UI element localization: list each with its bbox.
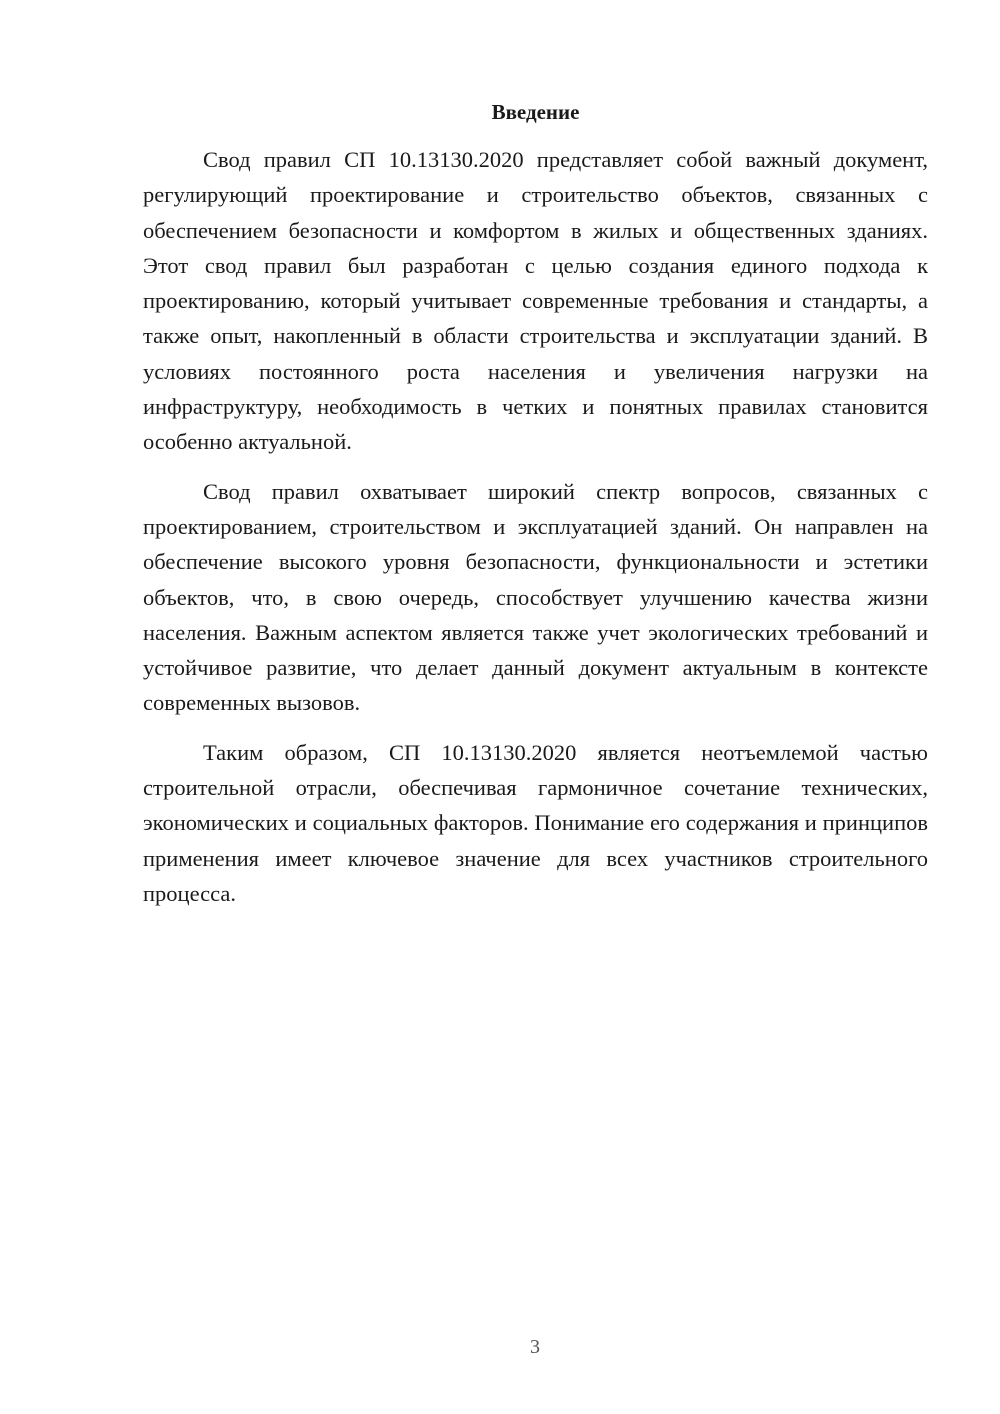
paragraph-3: Таким образом, СП 10.13130.2020 является неотъемлемой частью строительной отрасли, обеспечивая гармоничное сочетание технических, экономических и социальных факторов. Понимание его содержания и принципов применения имеет ключевое значение для всех участников строительного процесса. <box>143 739 928 906</box>
paragraph-1: Свод правил СП 10.13130.2020 представляет собой важный документ, регулирующий проектирование и строительство объектов, связанных с обеспечением безопасности и комфортом в жилых и общественных зданиях. Этот свод правил был разработан с целью создания единого подхода к проектированию, который учитывает современные требования и стандарты, а также опыт, накопленный в области строительства и эксплуатации зданий. В условиях постоянного роста населения и увеличения нагрузки на инфраструктуру, необходимость в четких и понятных правилах становится особенно актуальной. <box>143 147 928 455</box>
page-number: 3 <box>530 1336 540 1358</box>
section-title: Введение <box>491 100 580 124</box>
body-text <box>143 142 928 925</box>
paragraph-2: Свод правил охватывает широкий спектр вопросов, связанных с проектированием, строительством и эксплуатацией зданий. Он направлен на обеспечение высокого уровня безопасности, функциональности и эстетики объектов, что, в свою очередь, способствует улучшению качества жизни населения. Важным аспектом является также учет экологических требований и устойчивое развитие, что делает данный документ актуальным в контексте современных вызовов. <box>143 478 928 716</box>
